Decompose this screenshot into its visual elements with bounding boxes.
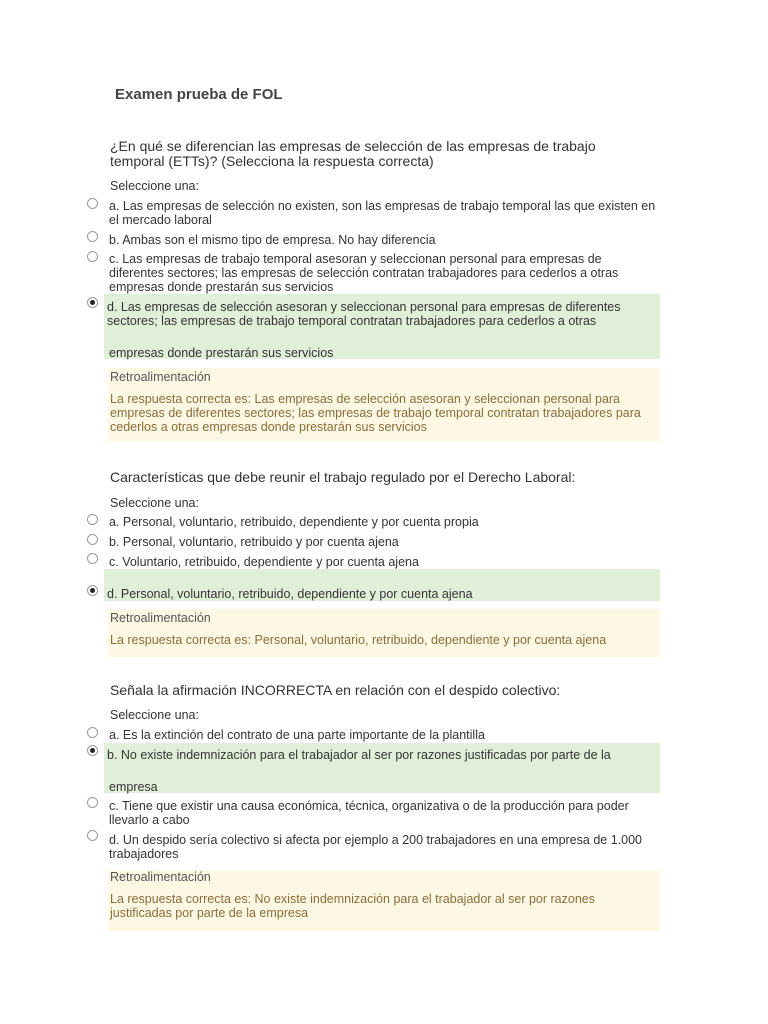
feedback-title: Retroalimentación: [110, 370, 211, 384]
option-b-label-continued[interactable]: empresa: [109, 780, 158, 794]
radio-option-a[interactable]: [87, 198, 98, 209]
feedback-title: Retroalimentación: [110, 611, 211, 625]
feedback-box: [108, 870, 660, 931]
radio-option-b[interactable]: [87, 745, 98, 756]
option-d-label[interactable]: d. Un despido sería colectivo si afecta por ejemplo a 200 trabajadores en una empresa de 1.000 trabajadores: [109, 833, 642, 861]
feedback-text: La respuesta correcta es: Las empresas de selección asesoran y seleccionan personal para empresas de diferentes sectores; las empresas de trabajo temporal contratan trabajadores para cederlos a otras empresas donde prestarán sus servicios: [110, 392, 641, 434]
question-text: Características que debe reunir el trabajo regulado por el Derecho Laboral:: [110, 469, 576, 485]
option-d-label[interactable]: d. Las empresas de selección asesoran y seleccionan personal para empresas de diferentes sectores; las empresas de trabajo temporal contratan trabajadores para cederlos a otras: [107, 300, 621, 328]
radio-option-c[interactable]: [87, 553, 98, 564]
radio-option-c[interactable]: [87, 251, 98, 262]
select-prompt: Seleccione una:: [110, 496, 199, 510]
option-b-label[interactable]: b. Ambas son el mismo tipo de empresa. No hay diferencia: [109, 233, 436, 247]
question-text: ¿En qué se diferencian las empresas de selección de las empresas de trabajo temporal (ETTs)? (Selecciona la respuesta correcta): [110, 138, 596, 169]
radio-option-a[interactable]: [87, 727, 98, 738]
option-c-label[interactable]: c. Tiene que existir una causa económica, técnica, organizativa o de la producción para poder llevarlo a cabo: [109, 799, 629, 827]
option-b-label[interactable]: b. No existe indemnización para el trabajador al ser por razones justificadas por parte de la: [107, 748, 611, 762]
radio-option-d[interactable]: [87, 297, 98, 308]
radio-option-a[interactable]: [87, 514, 98, 525]
option-a-label[interactable]: a. Personal, voluntario, retribuido, dependiente y por cuenta propia: [109, 515, 479, 529]
option-d-label[interactable]: d. Personal, voluntario, retribuido, dependiente y por cuenta ajena: [107, 587, 473, 601]
select-prompt: Seleccione una:: [110, 708, 199, 722]
option-c-label[interactable]: c. Voluntario, retribuido, dependiente y por cuenta ajena: [109, 555, 419, 569]
radio-option-c[interactable]: [87, 797, 98, 808]
radio-option-b[interactable]: [87, 534, 98, 545]
option-c-label[interactable]: c. Las empresas de trabajo temporal asesoran y seleccionan personal para empresas de diferentes sectores; las empresas de selección contratan trabajadores para cederlos a otras empresas donde prestarán sus servicios: [109, 252, 619, 294]
option-b-label[interactable]: b. Personal, voluntario, retribuido y por cuenta ajena: [109, 535, 399, 549]
radio-option-b[interactable]: [87, 231, 98, 242]
question-text: Señala la afirmación INCORRECTA en relación con el despido colectivo:: [110, 682, 561, 698]
feedback-box: [108, 609, 660, 657]
page-title: Examen prueba de FOL: [115, 86, 283, 103]
feedback-box: [108, 368, 660, 442]
feedback-title: Retroalimentación: [110, 870, 211, 884]
feedback-text: La respuesta correcta es: No existe indemnización para el trabajador al ser por razones justificadas por parte de la empresa: [110, 892, 595, 920]
radio-option-d[interactable]: [87, 585, 98, 596]
option-a-label[interactable]: a. Las empresas de selección no existen, son las empresas de trabajo temporal las que existen en el mercado laboral: [109, 199, 656, 227]
option-d-label-continued[interactable]: empresas donde prestarán sus servicios: [109, 346, 334, 360]
feedback-text: La respuesta correcta es: Personal, voluntario, retribuido, dependiente y por cuenta ajena: [110, 633, 607, 647]
radio-option-d[interactable]: [87, 830, 98, 841]
select-prompt: Seleccione una:: [110, 179, 199, 193]
option-a-label[interactable]: a. Es la extinción del contrato de una parte importante de la plantilla: [109, 728, 485, 742]
